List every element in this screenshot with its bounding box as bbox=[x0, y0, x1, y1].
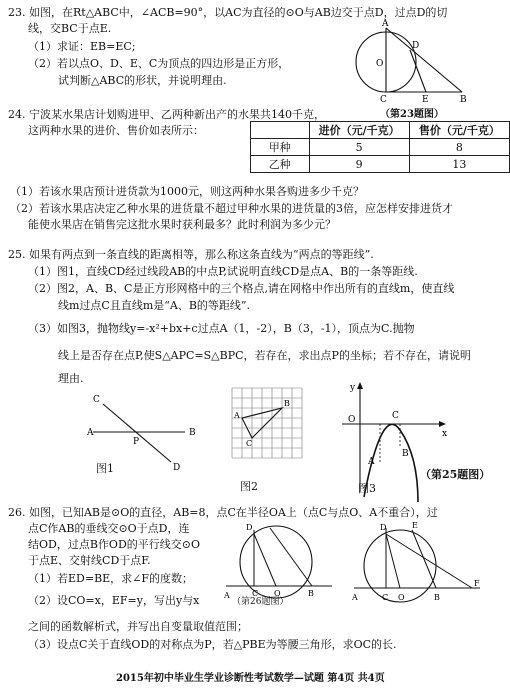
q26-line2: 点C作AB的垂线交⊙O于点D，连 bbox=[28, 522, 190, 535]
fig1-label-B: B bbox=[189, 428, 196, 438]
q26f2-label-F: F bbox=[474, 579, 480, 588]
table-header-cell: 售价（元/千克） bbox=[409, 122, 509, 139]
fig1-label-C: C bbox=[93, 395, 100, 405]
q26-line3: 结OD，过点B作OD的平行线交⊙O bbox=[28, 538, 200, 551]
fig2-caption: 图2 bbox=[240, 480, 258, 493]
table-header-cell: 进价（元/千克） bbox=[309, 122, 409, 139]
table-header-cell bbox=[251, 122, 310, 139]
fig3-caption: 图3 bbox=[358, 482, 376, 495]
q23-label-C: C bbox=[380, 95, 387, 105]
q25-part2-cont: 线m过点C且直线m是“A、B的等距线”. bbox=[58, 299, 251, 312]
q23-label-A: A bbox=[382, 19, 389, 29]
q23-label-B: B bbox=[460, 95, 467, 105]
q25-line1: 25. 如果有两点到一条直线的距离相等，那么称这条直线为“两点的等距线”. bbox=[8, 248, 374, 261]
q26f1-label-D: D bbox=[246, 523, 253, 532]
q26f1-label-A: A bbox=[224, 591, 230, 600]
q24-part1: （1）若该水果店预计进货款为1000元，则这两种水果各购进多少千克？ bbox=[10, 185, 364, 198]
q25-part3-end: 理由. bbox=[58, 372, 84, 385]
q23-line2: 线，交BC于点E. bbox=[28, 22, 112, 35]
q24-part2: （2）若该水果店决定乙种水果的进货量不超过甲种水果的进货量的3倍，应怎样安排进货才 bbox=[10, 202, 453, 215]
q26-part2-cont: 之间的函数解析式，并写出自变量取值范围； bbox=[28, 620, 248, 633]
q25-part3: （3）如图3，抛物线y=-x²+bx+c过点A（1，-2），B（3，-1），顶点为C.抛物 bbox=[28, 322, 415, 335]
table-cell: 8 bbox=[409, 139, 509, 156]
fig3-label-O: O bbox=[348, 415, 356, 425]
table-cell: 9 bbox=[309, 156, 409, 173]
q23-part2: （2）若以点O、D、E、C为顶点的四边形是正方形， bbox=[28, 57, 290, 70]
fig1-label-D: D bbox=[173, 463, 181, 473]
q23-label-D: D bbox=[412, 41, 420, 51]
q26-figure1 bbox=[224, 523, 334, 606]
q26f2-label-C: C bbox=[382, 593, 389, 602]
fig3-label-A: A bbox=[368, 457, 375, 467]
q23-part2-cont: 试判断△ABC的形状，并说明理由. bbox=[58, 74, 227, 87]
q25-part3-cont: 线上是否存在点P,使S△APC=S△BPC，若存在，求出点P的坐标；若不存在，请说明 bbox=[58, 349, 471, 362]
q26-line4: 于点E、交射线CD于点F. bbox=[28, 554, 151, 567]
q24-line1: 24. 宁波某水果店计划购进甲、乙两种新出产的水果共140千克， bbox=[8, 108, 325, 121]
fig3-label-C: C bbox=[392, 411, 399, 421]
q25-figure1 bbox=[85, 392, 225, 472]
q26f2-label-D: D bbox=[380, 523, 387, 532]
q23-label-E: E bbox=[422, 95, 429, 105]
q26f2-label-O: O bbox=[398, 593, 405, 602]
q26-part1: （1）若ED=BE，求∠F的度数； bbox=[28, 572, 194, 585]
table-cell: 13 bbox=[409, 156, 509, 173]
q23-part1: （1）求证：EB=EC; bbox=[28, 40, 136, 53]
page-footer: 2015年初中毕业生学业诊断性考试数学—试题 第4页 共4页 bbox=[116, 673, 385, 684]
q23-figure bbox=[370, 19, 500, 112]
table-cell: 5 bbox=[309, 139, 409, 156]
q24-part2-cont: 能使水果店在销售完这批水果时获利最多？此时利润为多少元？ bbox=[28, 218, 336, 231]
fig2-label-B: B bbox=[284, 399, 290, 408]
fig2-label-C: C bbox=[246, 439, 253, 448]
fig1-label-P: P bbox=[133, 437, 140, 447]
q26f2-label-E: E bbox=[412, 521, 418, 530]
q25-figure2 bbox=[232, 388, 312, 468]
q26-part3: （3）设点C关于直线OD的对称点为P，若△PBE为等腰三角形，求OC的长. bbox=[28, 638, 397, 651]
table-header-row bbox=[251, 122, 510, 139]
q26-line1: 26. 如图，已知AB是⊙O的直径，AB=8，点C在半径OA上（点C与点O、A不重合），过 bbox=[8, 506, 438, 519]
q26-figure2 bbox=[352, 522, 492, 612]
q23-caption: （第23题图） bbox=[380, 109, 444, 120]
q26f2-label-B: B bbox=[434, 593, 440, 602]
q26f2-label-A: A bbox=[352, 593, 358, 602]
fig2-label-A: A bbox=[234, 411, 240, 420]
fig1-caption: 图1 bbox=[96, 462, 114, 475]
q26f1-label-O: O bbox=[274, 589, 281, 598]
fig3-label-x: x bbox=[442, 429, 448, 439]
q26f1-label-C: C bbox=[252, 589, 259, 598]
table-cell: 乙种 bbox=[251, 156, 310, 173]
table-cell: 甲种 bbox=[251, 139, 310, 156]
q26-part2: （2）设CO=x，EF=y，写出y与x bbox=[28, 594, 200, 607]
q26-caption: （第26题图） bbox=[232, 597, 289, 607]
q24-line2: 这两种水果的进价、售价如表所示： bbox=[28, 124, 204, 137]
q23-label-O: O bbox=[376, 59, 384, 69]
fig1-label-A: A bbox=[87, 428, 94, 438]
table-row bbox=[251, 139, 510, 156]
fruit-price-table bbox=[250, 121, 510, 173]
table-row bbox=[251, 156, 510, 173]
q25-caption: （第25题图） bbox=[420, 468, 491, 481]
q26f1-label-B: B bbox=[308, 589, 314, 598]
q25-part1: （1）图1，直线CD经过线段AB的中点P,试说明直线CD是点A、B的一条等距线. bbox=[28, 265, 418, 278]
fig3-label-y: y bbox=[350, 383, 356, 393]
fig3-label-B: B bbox=[402, 449, 409, 459]
q25-part2: （2）图2，A、B、C是正方形网格中的三个格点,请在网格中作出所有的直线m，使直线 bbox=[28, 282, 455, 295]
q23-line1: 23. 如图，在Rt△ABC中，∠ACB=90°，以AC为直径的⊙O与AB边交于点D，过点D的切 bbox=[8, 6, 448, 19]
